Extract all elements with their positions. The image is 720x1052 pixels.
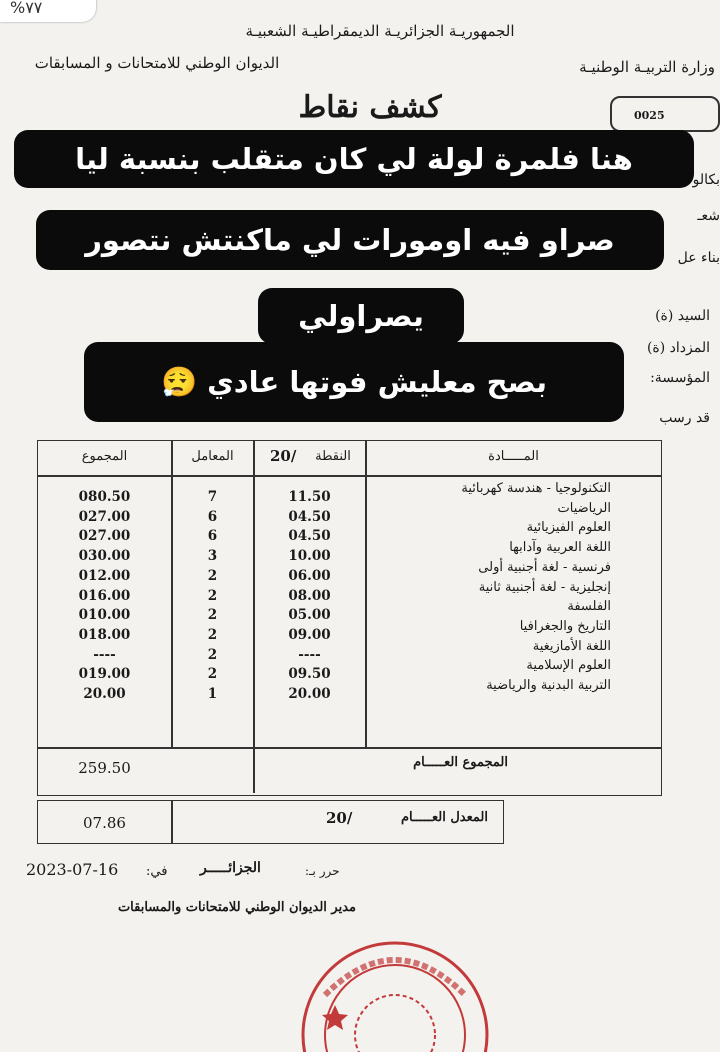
stamp-emblem — [355, 995, 435, 1052]
issued-city: الجزائـــــر — [200, 860, 261, 876]
label-mr: السيد (ة) — [655, 308, 710, 324]
cell-total: 016.00 — [78, 587, 131, 604]
average-scale: 20/ — [326, 809, 353, 827]
office-header: الديوان الوطني للامتحانات و المسابقات — [34, 54, 280, 72]
cell-coef: 7 — [207, 489, 218, 505]
peek-3: بناء عل — [677, 250, 720, 266]
body-rule — [38, 747, 661, 749]
cell-coef: 6 — [207, 528, 218, 545]
cell-subject: التاريخ والجغرافيا — [519, 618, 611, 634]
caption-line-4: بصح معليش فوتها عادي 😮‍💨 — [84, 342, 624, 422]
th-total: المجموع — [81, 449, 128, 464]
official-stamp — [295, 935, 495, 1052]
header-rule — [38, 475, 661, 477]
grades-table-frame — [37, 440, 662, 796]
cell-grade: 04.50 — [288, 528, 331, 545]
cell-coef: 2 — [207, 567, 218, 584]
republic-header: الجمهوريـة الجزائريـة الديمقراطيـة الشعبيـة — [245, 22, 515, 40]
average-value: 07.86 — [83, 814, 126, 832]
cell-subject: التكنولوجيا - هندسة كهربائية — [461, 481, 611, 496]
on-label: في: — [146, 864, 168, 879]
cell-subject: الرياضيات — [557, 500, 611, 516]
cell-subject: الفلسفة — [567, 599, 611, 615]
cell-total: 030.00 — [78, 548, 131, 565]
doc-number: 0025 — [634, 109, 665, 122]
cell-total: 027.00 — [78, 508, 131, 525]
cell-grade: 10.00 — [288, 548, 331, 565]
cell-total: 080.50 — [78, 489, 131, 505]
avg-divider — [171, 801, 173, 843]
cell-total: 019.00 — [78, 666, 131, 683]
cell-total: 027.00 — [78, 528, 131, 545]
cell-total: 010.00 — [78, 607, 131, 624]
cell-coef: 2 — [207, 607, 218, 624]
director-line: مدير الديوان الوطني للامتحانات والمسابقات — [117, 900, 356, 915]
cell-coef: 3 — [207, 548, 218, 565]
cell-grade: 05.00 — [288, 607, 331, 624]
cell-grade: 09.50 — [288, 666, 331, 683]
caption-line-2: صراو فيه اومورات لي ماكنتش نتصور — [36, 210, 664, 270]
average-box — [37, 800, 504, 844]
stamp-outer-ring — [303, 943, 487, 1052]
cell-grade: ---- — [298, 646, 321, 663]
doc-title: كشف نقاط — [298, 90, 442, 125]
cell-coef: 2 — [207, 587, 218, 604]
cell-total: ---- — [93, 646, 116, 663]
cell-coef: 6 — [207, 508, 218, 525]
caption-line-3: يصراولي — [258, 288, 464, 344]
cell-subject: اللغة العربية وآدابها — [509, 540, 611, 556]
cell-grade: 04.50 — [288, 508, 331, 525]
cell-subject: العلوم الإسلامية — [526, 658, 611, 674]
cell-subject: العلوم الفيزيائية — [526, 520, 611, 536]
label-decision: قد رسب — [659, 410, 710, 426]
th-subject: المـــــادة — [488, 449, 539, 464]
general-total-value: 259.50 — [78, 759, 131, 777]
issue-date: 2023-07-16 — [26, 860, 119, 879]
cell-grade: 08.00 — [288, 587, 331, 604]
cell-total: 20.00 — [83, 686, 126, 702]
peek-1: بكالو — [692, 172, 720, 188]
cell-grade: 20.00 — [288, 686, 331, 702]
doc-number-box — [610, 96, 720, 132]
cell-total: 018.00 — [78, 626, 131, 643]
th-coef: المعامل — [191, 449, 234, 464]
cell-coef: 2 — [207, 646, 218, 663]
cell-coef: 2 — [207, 666, 218, 683]
issued-label: حرر بـ: — [305, 864, 340, 878]
label-born: المزداد (ة) — [646, 340, 710, 356]
cell-total: 012.00 — [78, 567, 131, 584]
status-pill — [0, 0, 96, 22]
cell-grade: 06.00 — [288, 567, 331, 584]
cell-subject: اللغة الأمازيغية — [532, 638, 611, 654]
cell-subject: إنجليزية - لغة أجنبية ثانية — [478, 579, 611, 595]
caption-line-1: هنا فلمرة لولة لي كان متقلب بنسبة ليا — [14, 130, 694, 188]
cell-subject: فرنسية - لغة أجنبية أولى — [478, 559, 611, 575]
label-institution: المؤسسة: — [650, 370, 710, 386]
peek-2: شعـ — [697, 208, 720, 224]
th-grade: النقطة — [315, 449, 351, 464]
cell-grade: 09.00 — [288, 626, 331, 643]
cell-coef: 2 — [207, 626, 218, 643]
average-label: المعدل العـــــام — [400, 810, 488, 825]
cell-grade: 11.50 — [288, 489, 331, 505]
cell-coef: 1 — [207, 686, 218, 702]
ministry-header: وزارة التربيـة الوطنيـة — [579, 58, 715, 76]
cell-subject: التربية البدنية والرياضية — [486, 678, 611, 693]
general-total-label: المجموع العـــــام — [413, 755, 508, 770]
battery-text: %٧٧ — [10, 0, 43, 17]
th-grade-scale: 20/ — [270, 447, 297, 465]
